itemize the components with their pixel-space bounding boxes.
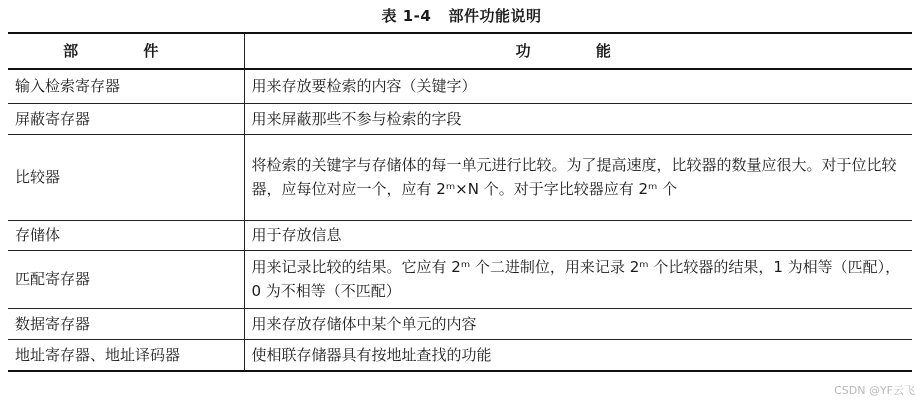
function-cell: 用来存放存储体中某个单元的内容: [244, 308, 912, 339]
function-cell: 用来记录比较的结果。它应有 2ᵐ 个二进制位，用来记录 2ᵐ 个比较器的结果，1 为相等（匹配），0 为不相等（不匹配）: [244, 250, 912, 308]
part-cell: 屏蔽寄存器: [8, 103, 244, 134]
table-row: [8, 103, 912, 134]
function-cell: 用来存放要检索的内容（关键字）: [244, 69, 912, 103]
table-header-row: [8, 33, 912, 69]
function-cell: 用于存放信息: [244, 220, 912, 250]
table-row: [8, 250, 912, 308]
header-function: 功 能: [244, 33, 912, 69]
function-cell: 使相联存储器具有按地址查找的功能: [244, 339, 912, 371]
table-row: [8, 339, 912, 371]
part-cell: 匹配寄存器: [8, 250, 244, 308]
table-row: [8, 220, 912, 250]
component-function-table: [8, 32, 912, 372]
header-part: 部 件: [8, 33, 244, 69]
part-cell: 地址寄存器、地址译码器: [8, 339, 244, 371]
function-cell: 将检索的关键字与存储体的每一单元进行比较。为了提高速度，比较器的数量应很大。对于位比较器，应每位对应一个，应有 2ᵐ×N 个。对于字比较器应有 2ᵐ 个: [244, 134, 912, 220]
part-cell: 输入检索寄存器: [8, 69, 244, 103]
function-cell: 用来屏蔽那些不参与检索的字段: [244, 103, 912, 134]
table-caption: 表 1-4 部件功能说明: [381, 7, 542, 25]
part-cell: 数据寄存器: [8, 308, 244, 339]
part-cell: 存储体: [8, 220, 244, 250]
table-row: [8, 308, 912, 339]
watermark: CSDN @YF云飞: [834, 384, 915, 397]
table-row: [8, 134, 912, 220]
part-cell: 比较器: [8, 134, 244, 220]
table-row: [8, 69, 912, 103]
